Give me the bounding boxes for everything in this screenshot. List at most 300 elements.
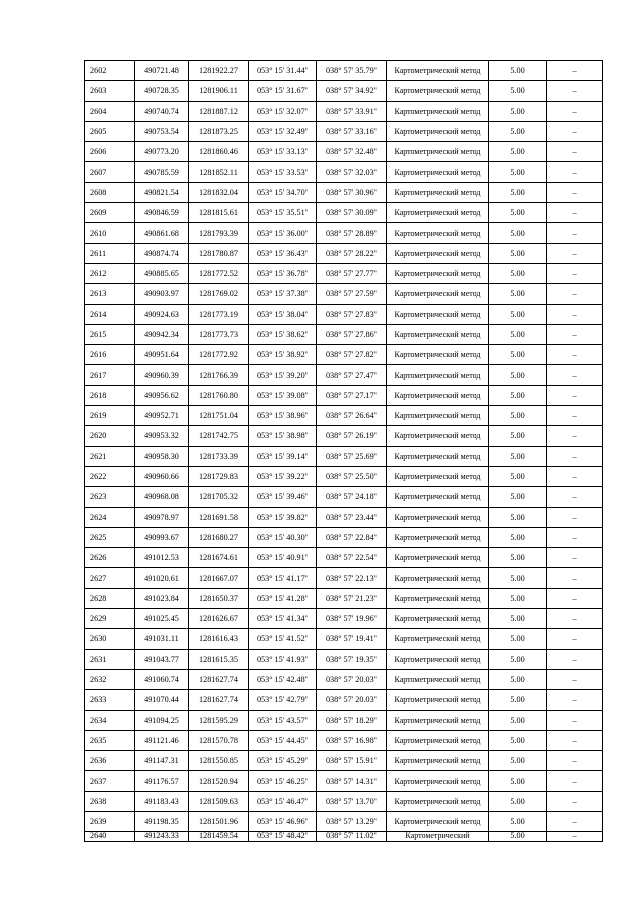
accuracy-cell: 5.00 — [489, 324, 547, 344]
method-cell: Картометрический метод — [387, 446, 489, 466]
coord-x-cell: 491243.33 — [135, 832, 189, 842]
note-cell: – — [547, 284, 603, 304]
latitude-cell: 053° 15' 39.46" — [249, 487, 317, 507]
latitude-cell: 053° 15' 36.78" — [249, 263, 317, 283]
longitude-cell: 038° 57' 13.29" — [317, 811, 387, 831]
longitude-cell: 038° 57' 27.59" — [317, 284, 387, 304]
latitude-cell: 053° 15' 32.49" — [249, 121, 317, 141]
latitude-cell: 053° 15' 41.28" — [249, 588, 317, 608]
note-cell: – — [547, 588, 603, 608]
longitude-cell: 038° 57' 27.86" — [317, 324, 387, 344]
coord-x-cell: 490942.34 — [135, 324, 189, 344]
latitude-cell: 053° 15' 39.82" — [249, 507, 317, 527]
point-number-cell: 2616 — [85, 345, 135, 365]
note-cell: – — [547, 324, 603, 344]
method-cell: Картометрический метод — [387, 385, 489, 405]
coord-x-cell: 490821.54 — [135, 182, 189, 202]
coord-x-cell: 490968.08 — [135, 487, 189, 507]
method-cell: Картометрический метод — [387, 162, 489, 182]
coord-y-cell: 1281733.39 — [189, 446, 249, 466]
point-number-cell: 2610 — [85, 223, 135, 243]
table-row — [85, 568, 603, 588]
coord-y-cell: 1281680.27 — [189, 527, 249, 547]
longitude-cell: 038° 57' 30.96" — [317, 182, 387, 202]
method-cell: Картометрический метод — [387, 507, 489, 527]
method-cell: Картометрический метод — [387, 751, 489, 771]
coord-x-cell: 490874.74 — [135, 243, 189, 263]
method-cell: Картометрический метод — [387, 791, 489, 811]
coord-x-cell: 490951.64 — [135, 345, 189, 365]
method-cell: Картометрический метод — [387, 182, 489, 202]
table-row — [85, 771, 603, 791]
table-row — [85, 365, 603, 385]
coord-y-cell: 1281760.80 — [189, 385, 249, 405]
note-cell: – — [547, 385, 603, 405]
longitude-cell: 038° 57' 19.96" — [317, 609, 387, 629]
method-cell: Картометрический метод — [387, 649, 489, 669]
method-cell: Картометрический метод — [387, 588, 489, 608]
table-row — [85, 385, 603, 405]
accuracy-cell: 5.00 — [489, 101, 547, 121]
accuracy-cell: 5.00 — [489, 751, 547, 771]
longitude-cell: 038° 57' 26.19" — [317, 426, 387, 446]
table-row — [85, 162, 603, 182]
latitude-cell: 053° 15' 46.25" — [249, 771, 317, 791]
accuracy-cell: 5.00 — [489, 629, 547, 649]
longitude-cell: 038° 57' 13.70" — [317, 791, 387, 811]
point-number-cell: 2637 — [85, 771, 135, 791]
coord-y-cell: 1281887.12 — [189, 101, 249, 121]
point-number-cell: 2624 — [85, 507, 135, 527]
longitude-cell: 038° 57' 27.17" — [317, 385, 387, 405]
longitude-cell: 038° 57' 27.47" — [317, 365, 387, 385]
latitude-cell: 053° 15' 35.51" — [249, 203, 317, 223]
latitude-cell: 053° 15' 36.00" — [249, 223, 317, 243]
coord-y-cell: 1281627.74 — [189, 690, 249, 710]
point-number-cell: 2618 — [85, 385, 135, 405]
coord-x-cell: 490903.97 — [135, 284, 189, 304]
note-cell: – — [547, 345, 603, 365]
coord-x-cell: 490846.59 — [135, 203, 189, 223]
table-row — [85, 284, 603, 304]
note-cell: – — [547, 223, 603, 243]
accuracy-cell: 5.00 — [489, 811, 547, 831]
latitude-cell: 053° 15' 37.38" — [249, 284, 317, 304]
accuracy-cell: 5.00 — [489, 121, 547, 141]
point-number-cell: 2614 — [85, 304, 135, 324]
longitude-cell: 038° 57' 19.35" — [317, 649, 387, 669]
point-number-cell: 2605 — [85, 121, 135, 141]
table-row — [85, 406, 603, 426]
accuracy-cell: 5.00 — [489, 710, 547, 730]
latitude-cell: 053° 15' 41.93" — [249, 649, 317, 669]
note-cell: – — [547, 263, 603, 283]
latitude-cell: 053° 15' 42.48" — [249, 669, 317, 689]
table-row — [85, 182, 603, 202]
method-cell: Картометрический метод — [387, 284, 489, 304]
accuracy-cell: 5.00 — [489, 568, 547, 588]
coord-x-cell: 490993.67 — [135, 527, 189, 547]
table-row — [85, 548, 603, 568]
accuracy-cell: 5.00 — [489, 61, 547, 81]
table-row — [85, 446, 603, 466]
latitude-cell: 053° 15' 36.43" — [249, 243, 317, 263]
point-number-cell: 2625 — [85, 527, 135, 547]
point-number-cell: 2609 — [85, 203, 135, 223]
note-cell: – — [547, 142, 603, 162]
point-number-cell: 2634 — [85, 710, 135, 730]
coord-x-cell: 491198.35 — [135, 811, 189, 831]
latitude-cell: 053° 15' 33.13" — [249, 142, 317, 162]
latitude-cell: 053° 15' 41.34" — [249, 609, 317, 629]
latitude-cell: 053° 15' 41.52" — [249, 629, 317, 649]
note-cell: – — [547, 203, 603, 223]
accuracy-cell: 5.00 — [489, 182, 547, 202]
longitude-cell: 038° 57' 20.03" — [317, 690, 387, 710]
method-cell: Картометрический метод — [387, 609, 489, 629]
longitude-cell: 038° 57' 22.13" — [317, 568, 387, 588]
latitude-cell: 053° 15' 41.17" — [249, 568, 317, 588]
accuracy-cell: 5.00 — [489, 81, 547, 101]
method-cell: Картометрический метод — [387, 324, 489, 344]
longitude-cell: 038° 57' 26.64" — [317, 406, 387, 426]
point-number-cell: 2611 — [85, 243, 135, 263]
note-cell: – — [547, 629, 603, 649]
point-number-cell: 2623 — [85, 487, 135, 507]
table-row — [85, 61, 603, 81]
coord-x-cell: 491043.77 — [135, 649, 189, 669]
longitude-cell: 038° 57' 27.77" — [317, 263, 387, 283]
method-cell: Картометрический метод — [387, 568, 489, 588]
latitude-cell: 053° 15' 39.14" — [249, 446, 317, 466]
coord-y-cell: 1281729.83 — [189, 466, 249, 486]
method-cell: Картометрический метод — [387, 121, 489, 141]
table-row — [85, 324, 603, 344]
note-cell: – — [547, 243, 603, 263]
coord-x-cell: 491060.74 — [135, 669, 189, 689]
coord-x-cell: 491012.53 — [135, 548, 189, 568]
accuracy-cell: 5.00 — [489, 243, 547, 263]
accuracy-cell: 5.00 — [489, 284, 547, 304]
point-number-cell: 2619 — [85, 406, 135, 426]
note-cell: – — [547, 730, 603, 750]
accuracy-cell: 5.00 — [489, 385, 547, 405]
note-cell: – — [547, 811, 603, 831]
point-number-cell: 2631 — [85, 649, 135, 669]
coord-y-cell: 1281815.61 — [189, 203, 249, 223]
coord-x-cell: 490960.39 — [135, 365, 189, 385]
longitude-cell: 038° 57' 28.89" — [317, 223, 387, 243]
coord-x-cell: 490785.59 — [135, 162, 189, 182]
table-row — [85, 426, 603, 446]
note-cell: – — [547, 507, 603, 527]
method-cell: Картометрический метод — [387, 771, 489, 791]
latitude-cell: 053° 15' 38.98" — [249, 426, 317, 446]
accuracy-cell: 5.00 — [489, 446, 547, 466]
accuracy-cell: 5.00 — [489, 162, 547, 182]
latitude-cell: 053° 15' 34.70" — [249, 182, 317, 202]
coord-y-cell: 1281595.29 — [189, 710, 249, 730]
method-cell: Картометрический метод — [387, 811, 489, 831]
coord-x-cell: 491183.43 — [135, 791, 189, 811]
longitude-cell: 038° 57' 15.91" — [317, 751, 387, 771]
table-row — [85, 730, 603, 750]
coord-x-cell: 491020.61 — [135, 568, 189, 588]
note-cell: – — [547, 527, 603, 547]
longitude-cell: 038° 57' 18.29" — [317, 710, 387, 730]
coord-y-cell: 1281674.61 — [189, 548, 249, 568]
coord-y-cell: 1281793.39 — [189, 223, 249, 243]
longitude-cell: 038° 57' 33.16" — [317, 121, 387, 141]
point-number-cell: 2633 — [85, 690, 135, 710]
table-row — [85, 243, 603, 263]
coord-y-cell: 1281922.27 — [189, 61, 249, 81]
coord-y-cell: 1281860.46 — [189, 142, 249, 162]
coord-x-cell: 491025.45 — [135, 609, 189, 629]
coord-y-cell: 1281769.02 — [189, 284, 249, 304]
latitude-cell: 053° 15' 46.47" — [249, 791, 317, 811]
note-cell: – — [547, 669, 603, 689]
accuracy-cell: 5.00 — [489, 365, 547, 385]
accuracy-cell: 5.00 — [489, 426, 547, 446]
method-cell: Картометрический метод — [387, 527, 489, 547]
longitude-cell: 038° 57' 22.54" — [317, 548, 387, 568]
coord-x-cell: 490956.62 — [135, 385, 189, 405]
coordinates-table — [84, 60, 603, 842]
method-cell: Картометрический метод — [387, 101, 489, 121]
note-cell: – — [547, 446, 603, 466]
note-cell: – — [547, 426, 603, 446]
accuracy-cell: 5.00 — [489, 609, 547, 629]
note-cell: – — [547, 406, 603, 426]
point-number-cell: 2604 — [85, 101, 135, 121]
note-cell: – — [547, 101, 603, 121]
coord-x-cell: 491176.57 — [135, 771, 189, 791]
point-number-cell: 2627 — [85, 568, 135, 588]
accuracy-cell: 5.00 — [489, 304, 547, 324]
coord-y-cell: 1281650.37 — [189, 588, 249, 608]
latitude-cell: 053° 15' 45.29" — [249, 751, 317, 771]
coord-y-cell: 1281751.04 — [189, 406, 249, 426]
coord-x-cell: 491147.31 — [135, 751, 189, 771]
note-cell: – — [547, 649, 603, 669]
coord-y-cell: 1281627.74 — [189, 669, 249, 689]
note-cell: – — [547, 690, 603, 710]
coord-y-cell: 1281691.58 — [189, 507, 249, 527]
note-cell: – — [547, 304, 603, 324]
table-row — [85, 649, 603, 669]
longitude-cell: 038° 57' 16.98" — [317, 730, 387, 750]
point-number-cell: 2628 — [85, 588, 135, 608]
latitude-cell: 053° 15' 31.44" — [249, 61, 317, 81]
coord-y-cell: 1281773.19 — [189, 304, 249, 324]
method-cell: Картометрический метод — [387, 466, 489, 486]
coord-y-cell: 1281873.25 — [189, 121, 249, 141]
table-row — [85, 832, 603, 842]
accuracy-cell: 5.00 — [489, 203, 547, 223]
point-number-cell: 2626 — [85, 548, 135, 568]
method-cell: Картометрический метод — [387, 365, 489, 385]
point-number-cell: 2640 — [85, 832, 135, 842]
coord-y-cell: 1281459.54 — [189, 832, 249, 842]
table-row — [85, 507, 603, 527]
coord-x-cell: 490753.54 — [135, 121, 189, 141]
coord-x-cell: 491023.84 — [135, 588, 189, 608]
accuracy-cell: 5.00 — [489, 223, 547, 243]
coord-y-cell: 1281615.35 — [189, 649, 249, 669]
latitude-cell: 053° 15' 42.79" — [249, 690, 317, 710]
table-row — [85, 811, 603, 831]
method-cell: Картометрический метод — [387, 690, 489, 710]
coord-x-cell: 490978.97 — [135, 507, 189, 527]
longitude-cell: 038° 57' 30.09" — [317, 203, 387, 223]
note-cell: – — [547, 121, 603, 141]
longitude-cell: 038° 57' 11.02" — [317, 832, 387, 842]
note-cell: – — [547, 609, 603, 629]
latitude-cell: 053° 15' 38.04" — [249, 304, 317, 324]
latitude-cell: 053° 15' 32.07" — [249, 101, 317, 121]
method-cell: Картометрический метод — [387, 203, 489, 223]
coord-x-cell: 490953.32 — [135, 426, 189, 446]
table-row — [85, 791, 603, 811]
coord-x-cell: 490728.35 — [135, 81, 189, 101]
note-cell: – — [547, 61, 603, 81]
coord-x-cell: 490721.48 — [135, 61, 189, 81]
longitude-cell: 038° 57' 35.79" — [317, 61, 387, 81]
table-row — [85, 263, 603, 283]
longitude-cell: 038° 57' 33.91" — [317, 101, 387, 121]
longitude-cell: 038° 57' 25.69" — [317, 446, 387, 466]
point-number-cell: 2620 — [85, 426, 135, 446]
note-cell: – — [547, 771, 603, 791]
accuracy-cell: 5.00 — [489, 548, 547, 568]
coord-y-cell: 1281501.96 — [189, 811, 249, 831]
point-number-cell: 2621 — [85, 446, 135, 466]
latitude-cell: 053° 15' 40.91" — [249, 548, 317, 568]
accuracy-cell: 5.00 — [489, 345, 547, 365]
coordinates-table-body — [85, 61, 603, 842]
point-number-cell: 2638 — [85, 791, 135, 811]
table-row — [85, 751, 603, 771]
coord-x-cell: 491070.44 — [135, 690, 189, 710]
method-cell: Картометрический метод — [387, 263, 489, 283]
method-cell: Картометрический метод — [387, 142, 489, 162]
latitude-cell: 053° 15' 38.62" — [249, 324, 317, 344]
coord-x-cell: 491094.25 — [135, 710, 189, 730]
method-cell: Картометрический метод — [387, 730, 489, 750]
latitude-cell: 053° 15' 44.45" — [249, 730, 317, 750]
accuracy-cell: 5.00 — [489, 669, 547, 689]
coord-y-cell: 1281520.94 — [189, 771, 249, 791]
longitude-cell: 038° 57' 27.83" — [317, 304, 387, 324]
table-row — [85, 527, 603, 547]
accuracy-cell: 5.00 — [489, 142, 547, 162]
note-cell: – — [547, 548, 603, 568]
point-number-cell: 2606 — [85, 142, 135, 162]
point-number-cell: 2613 — [85, 284, 135, 304]
note-cell: – — [547, 162, 603, 182]
table-row — [85, 669, 603, 689]
coord-y-cell: 1281626.67 — [189, 609, 249, 629]
method-cell: Картометрический метод — [387, 710, 489, 730]
method-cell: Картометрический метод — [387, 223, 489, 243]
accuracy-cell: 5.00 — [489, 730, 547, 750]
coord-x-cell: 490885.65 — [135, 263, 189, 283]
coord-y-cell: 1281616.43 — [189, 629, 249, 649]
point-number-cell: 2612 — [85, 263, 135, 283]
method-cell: Картометрический метод — [387, 81, 489, 101]
accuracy-cell: 5.00 — [489, 487, 547, 507]
method-cell: Картометрический метод — [387, 548, 489, 568]
longitude-cell: 038° 57' 27.82" — [317, 345, 387, 365]
method-cell: Картометрический метод — [387, 304, 489, 324]
point-number-cell: 2603 — [85, 81, 135, 101]
latitude-cell: 053° 15' 31.67" — [249, 81, 317, 101]
coord-y-cell: 1281742.75 — [189, 426, 249, 446]
note-cell: – — [547, 365, 603, 385]
latitude-cell: 053° 15' 40.30" — [249, 527, 317, 547]
longitude-cell: 038° 57' 34.92" — [317, 81, 387, 101]
table-row — [85, 487, 603, 507]
point-number-cell: 2607 — [85, 162, 135, 182]
longitude-cell: 038° 57' 20.03" — [317, 669, 387, 689]
coord-y-cell: 1281773.73 — [189, 324, 249, 344]
longitude-cell: 038° 57' 23.44" — [317, 507, 387, 527]
method-cell: Картометрический метод — [387, 61, 489, 81]
method-cell: Картометрический метод — [387, 487, 489, 507]
coord-x-cell: 490960.66 — [135, 466, 189, 486]
latitude-cell: 053° 15' 39.08" — [249, 385, 317, 405]
table-row — [85, 203, 603, 223]
longitude-cell: 038° 57' 28.22" — [317, 243, 387, 263]
coord-x-cell: 490740.74 — [135, 101, 189, 121]
latitude-cell: 053° 15' 39.20" — [249, 365, 317, 385]
latitude-cell: 053° 15' 43.57" — [249, 710, 317, 730]
table-row — [85, 142, 603, 162]
note-cell: – — [547, 466, 603, 486]
point-number-cell: 2602 — [85, 61, 135, 81]
accuracy-cell: 5.00 — [489, 466, 547, 486]
note-cell: – — [547, 791, 603, 811]
longitude-cell: 038° 57' 19.41" — [317, 629, 387, 649]
latitude-cell: 053° 15' 33.53" — [249, 162, 317, 182]
note-cell: – — [547, 487, 603, 507]
point-number-cell: 2615 — [85, 324, 135, 344]
coord-y-cell: 1281772.52 — [189, 263, 249, 283]
coord-x-cell: 490952.71 — [135, 406, 189, 426]
point-number-cell: 2632 — [85, 669, 135, 689]
note-cell: – — [547, 751, 603, 771]
coord-y-cell: 1281852.11 — [189, 162, 249, 182]
coord-y-cell: 1281550.85 — [189, 751, 249, 771]
point-number-cell: 2608 — [85, 182, 135, 202]
table-row — [85, 466, 603, 486]
coord-x-cell: 491031.11 — [135, 629, 189, 649]
method-cell: Картометрический метод — [387, 629, 489, 649]
point-number-cell: 2629 — [85, 609, 135, 629]
table-row — [85, 710, 603, 730]
coord-y-cell: 1281780.87 — [189, 243, 249, 263]
coord-y-cell: 1281509.63 — [189, 791, 249, 811]
latitude-cell: 053° 15' 48.42" — [249, 832, 317, 842]
longitude-cell: 038° 57' 14.31" — [317, 771, 387, 791]
accuracy-cell: 5.00 — [489, 527, 547, 547]
accuracy-cell: 5.00 — [489, 406, 547, 426]
coord-x-cell: 490773.20 — [135, 142, 189, 162]
coord-x-cell: 490861.68 — [135, 223, 189, 243]
accuracy-cell: 5.00 — [489, 649, 547, 669]
table-row — [85, 223, 603, 243]
